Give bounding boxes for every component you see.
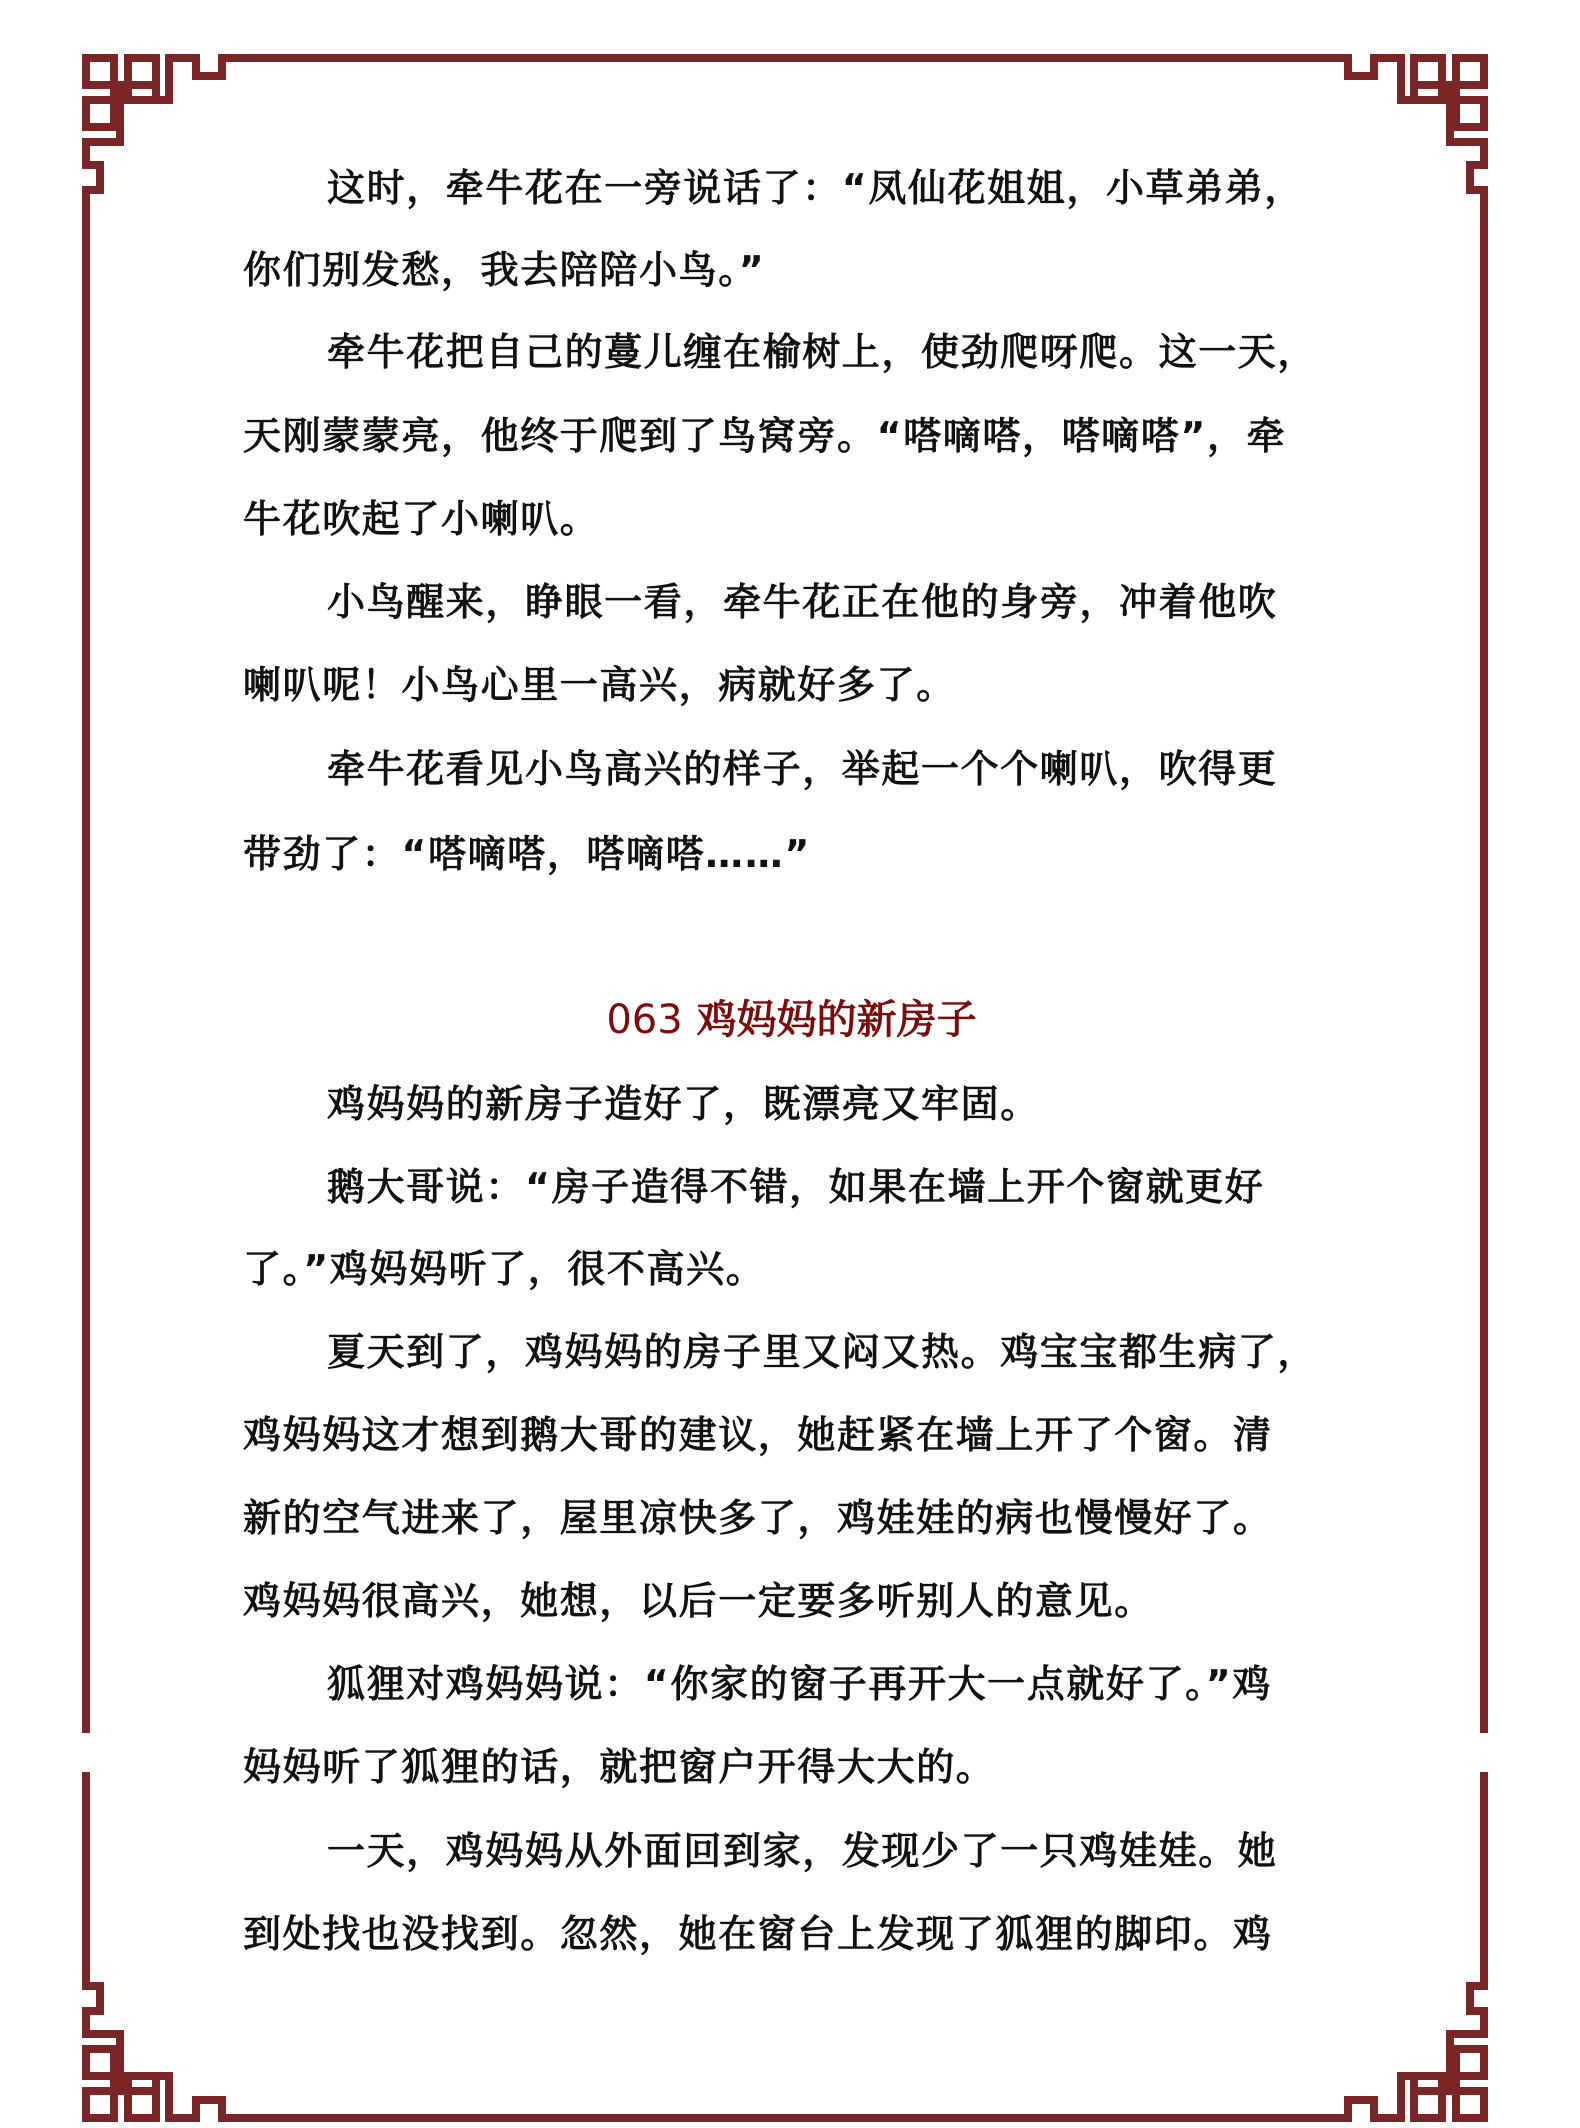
paragraph-line: 带劲了：“嗒嘀嗒，嗒嘀嗒……”: [243, 832, 811, 876]
paragraph-line: 一天，鸡妈妈从外面回到家，发现少了一只鸡娃娃。她: [327, 1829, 1278, 1873]
paragraph-line: 鸡妈妈很高兴，她想，以后一定要多听别人的意见。: [243, 1579, 1154, 1623]
paragraph-line: 妈妈听了狐狸的话，就把窗户开得大大的。: [243, 1745, 996, 1789]
paragraph-line: 这时，牵牛花在一旁说话了：“凤仙花姐姐，小草弟弟，: [327, 166, 1304, 210]
paragraph-line: 了。”鸡妈妈听了，很不高兴。: [243, 1247, 766, 1291]
paragraph-line: 夏天到了，鸡妈妈的房子里又闷又热。鸡宝宝都生病了，: [327, 1330, 1318, 1374]
paragraph-line: 你们别发愁，我去陪陪小鸟。”: [243, 248, 766, 292]
story-name: 鸡妈妈的新房子: [696, 997, 977, 1043]
paragraph-line: 新的空气进来了，屋里凉快多了，鸡娃娃的病也慢慢好了。: [243, 1496, 1273, 1540]
paragraph-line: 牛花吹起了小喇叭。: [243, 497, 600, 541]
story-number: 063: [606, 997, 683, 1043]
paragraph-line: 天刚蒙蒙亮，他终于爬到了鸟窝旁。“嗒嘀嗒，嗒嘀嗒”，牵: [243, 414, 1287, 458]
paragraph-line: 狐狸对鸡妈妈说：“你家的窗子再开大一点就好了。”鸡: [327, 1662, 1272, 1706]
paragraph-line: 喇叭呢！小鸟心里一高兴，病就好多了。: [243, 663, 956, 707]
paragraph-line: 小鸟醒来，睁眼一看，牵牛花正在他的身旁，冲着他吹: [327, 580, 1278, 624]
paragraph-line: 牵牛花把自己的蔓儿缠在榆树上，使劲爬呀爬。这一天，: [327, 330, 1318, 374]
story-title: [243, 995, 1340, 1045]
paragraph-line: 牵牛花看见小鸟高兴的样子，举起一个个喇叭，吹得更: [327, 747, 1278, 791]
paragraph-line: 鹅大哥说：“房子造得不错，如果在墙上开个窗就更好: [327, 1165, 1265, 1209]
paragraph-line: 鸡妈妈这才想到鹅大哥的建议，她赶紧在墙上开了个窗。清: [243, 1413, 1273, 1457]
paragraph-line: 鸡妈妈的新房子造好了，既漂亮又牢固。: [327, 1082, 1040, 1126]
paragraph-line: 到处找也没找到。忽然，她在窗台上发现了狐狸的脚印。鸡: [243, 1912, 1273, 1956]
